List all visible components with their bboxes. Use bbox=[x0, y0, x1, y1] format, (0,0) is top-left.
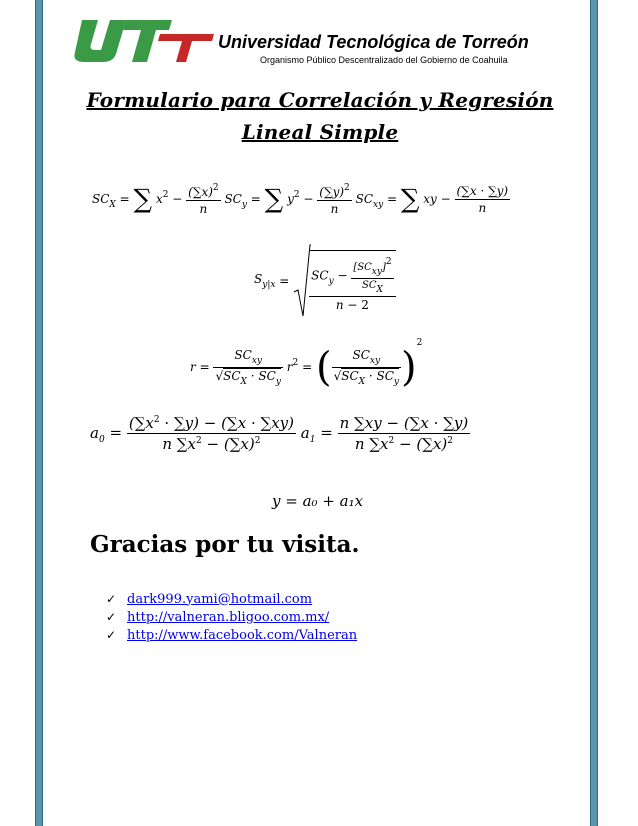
logo-u bbox=[74, 20, 126, 62]
formula-regression-line: y = a₀ + a₁x bbox=[272, 492, 364, 510]
utt-logo bbox=[64, 14, 214, 66]
page-header bbox=[64, 14, 584, 70]
scxy-lhs: $SC_{xy}$ bbox=[355, 192, 384, 210]
facebook-link[interactable]: http://www.facebook.com/Valneran bbox=[127, 627, 358, 643]
university-name: Universidad Tecnológica de Torreón bbox=[218, 32, 529, 52]
check-icon: ✓ bbox=[106, 628, 117, 642]
university-subtitle: Organismo Público Descentralizado del Gobierno de Coahuila bbox=[260, 55, 508, 65]
r-lhs: r bbox=[190, 360, 196, 374]
a0-lhs: $a_0$ bbox=[90, 423, 105, 445]
formula-regression-coefficients: $a_0$ = $\frac{(\sum x^2 \cdot \sum y) - (\sum x \cdot \sum xy)}{n \sum x^2 - (\sum x)^2}$ $a_1$ = $\frac{n \sum xy - (\sum x \cdot \sum y)}{n \sum x^2 - (\sum x)^2}$ bbox=[90, 414, 469, 453]
thanks-heading: Gracias por tu visita. bbox=[90, 531, 360, 558]
right-border-bar bbox=[590, 0, 598, 826]
left-border-bar bbox=[35, 0, 43, 826]
list-item bbox=[106, 608, 357, 626]
email-link[interactable]: dark999.yami@hotmail.com bbox=[127, 591, 313, 607]
scy-lhs: $SC_y$ bbox=[224, 192, 247, 210]
scx-lhs: $SC_X$ bbox=[92, 192, 116, 210]
r2-lhs: $r^2$ bbox=[286, 358, 299, 374]
check-icon: ✓ bbox=[106, 592, 117, 606]
contact-links bbox=[106, 590, 357, 644]
blog-link[interactable]: http://valneran.bligoo.com.mx/ bbox=[127, 609, 330, 625]
page-title bbox=[80, 84, 560, 148]
formula-sum-of-squares: $SC_X$ = ∑ $x^2$ − $\frac{(\sum x)^2}{n}$ $SC_y$ = ∑ $y^2$ − $\frac{(\sum y)^2}{n}$ $SC_{xy}$ = ∑ xy − $\frac{(\sum x \cdot \sum y)}{n}$ bbox=[92, 183, 509, 216]
a1-lhs: $a_1$ bbox=[300, 423, 316, 445]
formula-standard-error: $S_{y|x}$ = $SC_y$ − $\frac{\text{[SCxy]2}}{\text{SCX}}$ n − 2 bbox=[254, 244, 396, 318]
title-line-2: Lineal Simple bbox=[241, 120, 399, 144]
formula-correlation: r = $\frac{SC_{xy}}{√SC_X \cdot SC_y}$ $r^2$ = ( $\frac{SC_{xy}}{√SC_X \cdot SC_y}$ )$^2$ bbox=[190, 338, 423, 391]
list-item bbox=[106, 626, 357, 644]
list-item bbox=[106, 590, 357, 608]
logo-t2 bbox=[158, 34, 214, 62]
sxy-lhs: $S_{y|x}$ bbox=[254, 272, 276, 290]
check-icon: ✓ bbox=[106, 610, 117, 624]
title-line-1: Formulario para Correlación y Regresión bbox=[86, 88, 554, 112]
